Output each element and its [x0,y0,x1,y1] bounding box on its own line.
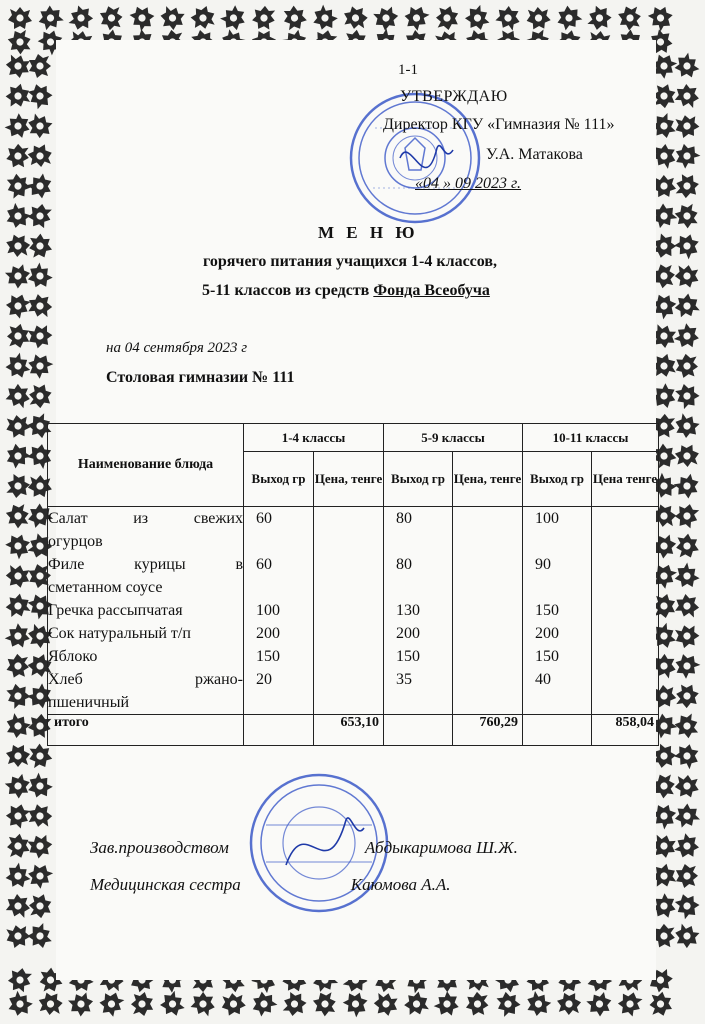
menu-table [47,423,659,746]
approval-date: «04 » 09 2023 г. [415,175,522,192]
dish-name: Гречка рассыпчатая [48,602,183,619]
border-ornament [2,620,34,652]
border-ornament [24,111,55,141]
group-header-10-11: 10-11 классы [523,424,659,452]
border-ornament [3,592,33,621]
border-ornament [312,990,339,1018]
border-ornament [2,261,34,292]
border-ornament [25,322,55,350]
out-value: 150 [535,602,559,619]
border-ornament [585,3,614,33]
menu-subtitle-line1: горячего питания учащихся 1-4 классов, [203,253,498,270]
border-ornament [26,292,55,319]
border-ornament [3,800,33,831]
border-ornament [34,2,66,33]
out-value: 200 [396,625,420,642]
border-ornament [157,4,187,33]
border-ornament [27,144,53,168]
table-header-row [48,424,659,452]
border-ornament [157,988,189,1020]
border-ornament [436,6,459,31]
border-ornament [672,291,703,321]
border-ornament [339,988,372,1021]
border-ornament [671,140,704,172]
border-ornament [671,560,703,593]
border-ornament [465,991,490,1018]
price-5-9-column [453,507,523,715]
border-ornament [672,592,701,620]
border-ornament [5,413,32,438]
border-ornament [126,2,158,34]
border-ornament [27,232,54,260]
border-ornament [7,324,30,349]
border-ornament [671,411,703,442]
border-ornament [24,860,56,892]
border-ornament [674,774,700,798]
total-empty-cell [523,715,592,746]
border-ornament [493,988,523,1019]
border-ornament [671,801,702,831]
border-ornament [24,350,56,383]
out-value: 100 [535,510,559,527]
border-ornament [584,988,616,1019]
out-value: 35 [396,671,412,688]
border-ornament [217,2,250,34]
border-ornament [2,350,34,382]
border-ornament [25,920,56,952]
border-ornament [5,965,34,995]
out-header: Выход гр [384,452,453,507]
border-ornament [4,471,32,501]
border-ornament [5,142,31,169]
border-ornament [65,989,96,1019]
border-ornament [672,81,702,110]
border-ornament [8,7,32,29]
out-value: 80 [396,556,412,573]
border-ornament [28,893,52,918]
border-ornament [2,110,34,143]
border-ornament [671,320,703,352]
price-header: Цена, тенге [314,452,384,507]
out-value: 60 [256,510,272,527]
border-ornament [24,260,56,293]
document-number: 1-1 [398,62,418,78]
border-ornament [672,711,701,741]
border-ornament [671,650,703,683]
director-name: У.А. Матакова [486,146,583,163]
border-ornament [648,991,672,1017]
total-empty-cell [384,715,453,746]
border-ornament [29,54,51,78]
border-ornament [6,27,34,56]
canteen-name: Столовая гимназии № 111 [106,369,295,386]
border-ornament [671,921,702,951]
border-ornament [462,2,493,34]
border-ornament [674,532,699,559]
dish-name: Сок натуральный т/п [48,625,191,642]
menu-subtitle-line2 [202,282,490,300]
border-ornament [372,991,400,1018]
price-1-4-column [314,507,384,715]
border-ornament [402,990,432,1019]
total-label: итого [48,715,244,746]
border-ornament [644,2,676,35]
price-10-11-column [592,507,659,715]
price-header: Цена, тенге [453,452,523,507]
border-ornament [250,4,277,33]
border-ornament [2,530,35,562]
out-value: 60 [256,556,272,573]
out-value: 150 [396,648,420,665]
border-ornament [6,833,30,859]
border-ornament [671,740,703,772]
nurse-signature [90,875,451,895]
border-ornament [673,113,701,139]
border-ornament [3,52,32,80]
border-ornament [6,745,30,767]
border-ornament [671,830,702,862]
border-ornament [24,770,57,802]
group-header-5-9: 5-9 классы [384,424,523,452]
out-value: 90 [535,556,551,573]
dish-name: Яблоко [48,648,98,665]
border-ornament [401,2,433,34]
production-title: Зав.производством [90,838,229,857]
production-signature [90,838,518,858]
out-5-9-column [384,507,453,715]
border-ornament [672,501,702,532]
out-value: 40 [535,671,551,688]
dish-list [48,507,244,715]
out-value: 80 [396,510,412,527]
border-ornament [553,2,585,34]
out-header: Выход гр [244,452,314,507]
border-ornament [26,803,53,829]
border-ornament [4,563,32,590]
border-ornament [189,5,217,32]
border-ornament [5,234,30,258]
out-value: 100 [256,602,280,619]
border-ornament [3,381,34,411]
dish-name: Хлеб ржано- [48,671,243,688]
nurse-title: Медицинская сестра [90,875,241,894]
out-value: 200 [256,625,280,642]
border-ornament [2,290,33,322]
out-10-11-column [523,507,592,715]
border-ornament [3,82,32,110]
out-value: 150 [256,648,280,665]
total-5-9: 760,29 [453,715,523,746]
dish-name-cont: сметанном соусе [48,579,163,596]
border-ornament [96,988,127,1020]
border-ornament [27,383,52,410]
border-ornament [2,860,34,892]
border-ornament [3,892,33,921]
border-ornament [6,653,30,679]
border-ornament [671,50,703,82]
border-ornament [187,989,218,1019]
subtitle-prefix: 5-11 классов из средств [202,282,374,299]
border-ornament [615,988,645,1019]
out-value: 150 [535,648,559,665]
dish-name: Филе курицы в [48,556,243,573]
border-ornament [25,831,55,860]
border-ornament [557,993,581,1015]
border-ornament [24,80,55,112]
out-header: Выход гр [523,452,592,507]
director-position: Директор КГУ «Гимназия № 111» [383,116,615,133]
border-ornament [673,201,701,230]
border-ornament [673,263,700,288]
border-ornament [248,988,280,1020]
border-ornament [280,3,308,33]
border-ornament [38,992,64,1016]
group-header-1-4: 1-4 классы [244,424,384,452]
out-value: 20 [256,671,272,688]
border-ornament [671,890,703,922]
border-ornament [2,710,34,741]
border-ornament [676,864,698,888]
total-empty-cell [244,715,314,746]
border-ornament [431,988,463,1020]
border-ornament [371,3,402,33]
border-ornament [4,988,36,1020]
dish-header: Наименование блюда [48,424,244,507]
nurse-name: Каюмова А.А. [350,875,451,894]
production-name: Абдыкаримова Ш.Ж. [364,838,518,857]
out-value: 200 [535,625,559,642]
border-ornament [673,172,700,201]
border-ornament [342,5,369,30]
border-ornament [26,201,55,231]
border-ornament [2,770,34,801]
out-value: 130 [396,602,420,619]
total-row [48,715,659,746]
approval-heading: УТВЕРЖДАЮ [400,88,508,105]
menu-title: М Е Н Ю [318,223,419,242]
border-ornament [131,992,153,1016]
border-ornament [280,989,309,1019]
dish-name: Салат из свежих [48,510,243,527]
border-ornament [492,3,524,34]
dish-name-cont: пшеничный [48,694,130,711]
border-ornament [220,992,247,1017]
out-1-4-column [244,507,314,715]
total-1-4: 653,10 [314,715,384,746]
border-ornament [4,502,31,531]
border-ornament [672,380,703,412]
fund-name: Фонда Всеобуча [373,282,490,299]
menu-date: на 04 сентября 2023 г [106,340,248,356]
border-ornament [675,353,698,378]
border-ornament [526,6,551,30]
border-ornament [99,5,123,31]
dish-name-cont: огурцов [48,533,103,550]
table-body-row [48,507,659,715]
border-ornament [309,2,342,34]
price-header: Цена тенге [592,452,659,507]
border-ornament [66,2,96,33]
border-ornament [674,682,700,710]
border-ornament [24,170,56,202]
school-stamp [345,88,485,228]
border-ornament [617,4,643,31]
border-ornament [522,988,554,1020]
border-ornament [674,444,699,467]
border-ornament [673,622,702,649]
total-10-11: 858,04 [592,715,659,746]
